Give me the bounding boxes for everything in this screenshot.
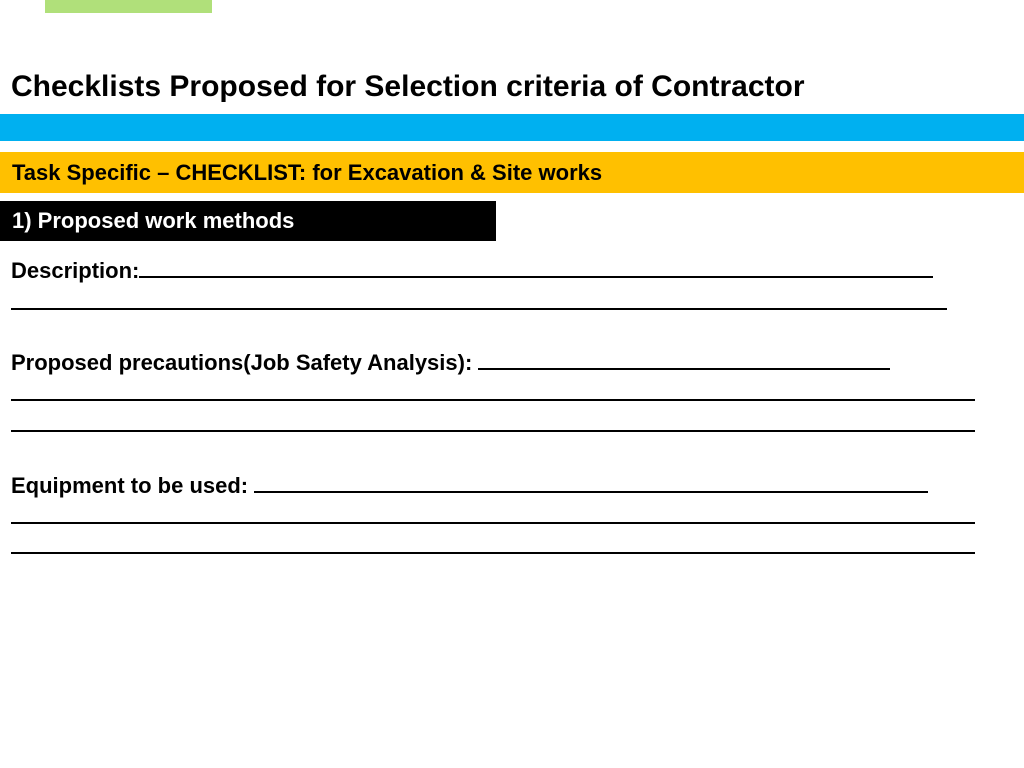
description-field[interactable] xyxy=(139,258,933,278)
precautions-field-line-3[interactable] xyxy=(11,412,975,432)
precautions-field[interactable] xyxy=(478,350,890,370)
precautions-field-line-2[interactable] xyxy=(11,381,975,401)
equipment-label: Equipment to be used: xyxy=(11,473,249,498)
equipment-field-line-2[interactable] xyxy=(11,504,975,524)
section-header xyxy=(0,201,496,241)
equipment-row-2 xyxy=(11,504,975,530)
description-row xyxy=(11,258,933,284)
description-label: Description: xyxy=(11,258,140,283)
section-heading: 1) Proposed work methods xyxy=(12,208,295,233)
precautions-row xyxy=(11,350,890,376)
precautions-row-2 xyxy=(11,381,975,407)
equipment-field[interactable] xyxy=(254,473,928,493)
precautions-row-3 xyxy=(11,412,975,438)
page-title: Checklists Proposed for Selection criteria of Contractor xyxy=(11,70,805,103)
equipment-row-3 xyxy=(11,534,975,560)
task-band-title: Task Specific – CHECKLIST: for Excavation & Site works xyxy=(12,160,603,185)
description-row-2 xyxy=(11,290,947,316)
description-field-line-2[interactable] xyxy=(11,290,947,310)
blue-divider-band xyxy=(0,114,1024,141)
top-accent-bar xyxy=(45,0,212,13)
task-band xyxy=(0,152,1024,193)
equipment-field-line-3[interactable] xyxy=(11,534,975,554)
precautions-label: Proposed precautions(Job Safety Analysis): xyxy=(11,350,473,375)
equipment-row xyxy=(11,473,928,499)
